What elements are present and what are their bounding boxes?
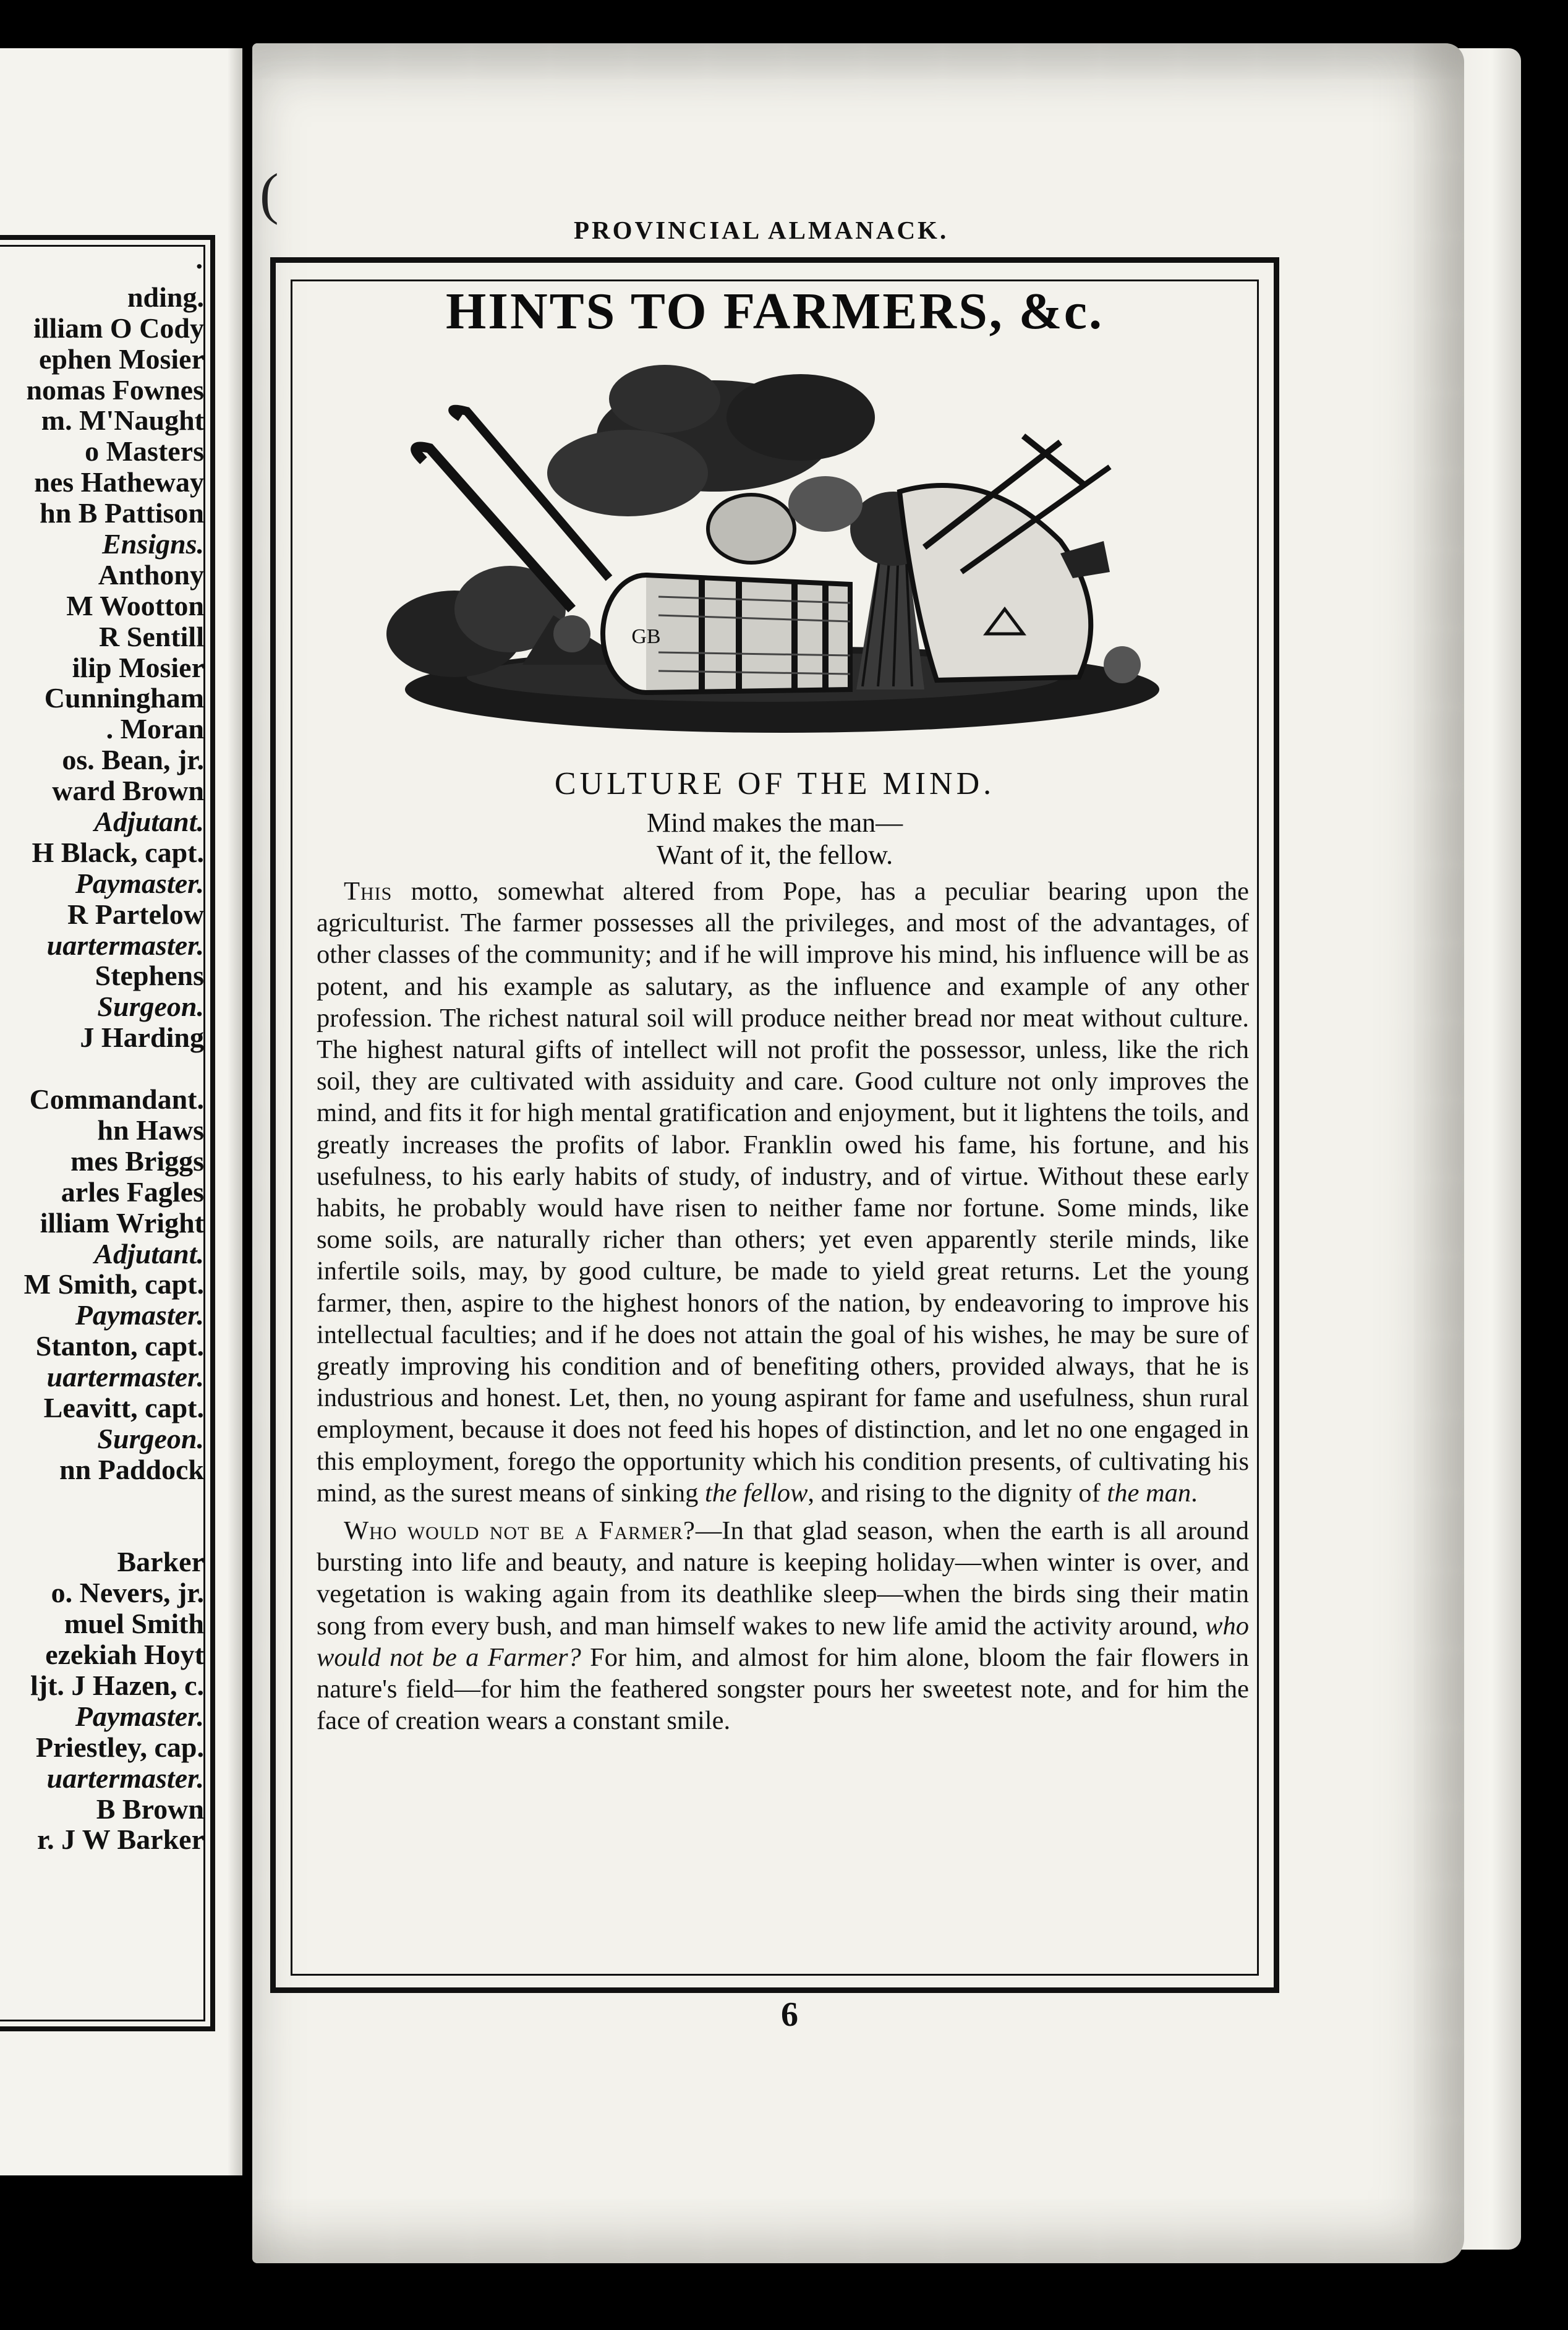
roster-line: arles Fagles xyxy=(61,1176,204,1208)
roster-line: ljt. J Hazen, c. xyxy=(30,1669,204,1701)
article-title: HINTS TO FARMERS, &c. xyxy=(445,283,1104,340)
roster-line: hn Haws xyxy=(97,1114,204,1146)
farm-produce-woodcut xyxy=(368,343,1196,764)
roster-line: Adjutant. xyxy=(94,806,204,838)
roster-line: Paymaster. xyxy=(75,1299,204,1331)
roster-line: nding. xyxy=(127,281,204,313)
motto-line: Want of it, the fellow. xyxy=(656,840,893,870)
page-number: 6 xyxy=(781,1995,798,2034)
roster-line: illiam Wright xyxy=(40,1206,204,1239)
roster-line: Priestley, cap. xyxy=(35,1731,204,1763)
roster-line: m. M'Naught xyxy=(41,404,204,437)
roster-line xyxy=(0,1485,204,1516)
paragraph-who-would-not-be-a-farmer: Who would not be a Farmer?—In that glad season, when the earth is all around bursting into life and beauty, and nature is keeping holiday—when winter is over, and vegetation is waking again from its deathlike sleep—when the birds sing their matin song from every bush, and man himself wakes to new life amid the activity around, who would not be a Farmer? For him, and almost for him alone, bloom the fair flowers in nature's field—for him the feathered songster pours her sweetest note, and for him the face of creation wears a constant smile. xyxy=(317,1516,1249,1736)
roster-line: ezekiah Hoyt xyxy=(45,1639,204,1671)
roster-line: Commandant. xyxy=(29,1083,204,1116)
roster-line: Surgeon. xyxy=(97,991,204,1023)
roster-line: os. Bean, jr. xyxy=(62,744,204,776)
paragraph-lead: Who would not be a Farmer? xyxy=(344,1516,696,1546)
roster-line: ward Brown xyxy=(52,775,204,807)
roster-line xyxy=(0,1053,204,1084)
roster-line: J Harding xyxy=(80,1022,204,1054)
roster-line: R Sentill xyxy=(99,620,204,652)
roster-line: Anthony xyxy=(98,558,204,591)
roster-line: R Partelow xyxy=(67,898,204,930)
roster-line: ilip Mosier xyxy=(72,651,204,683)
roster-line: o Masters xyxy=(85,435,204,467)
roster-line: ephen Mosier xyxy=(38,343,204,375)
article-body xyxy=(317,876,1249,1736)
page-margin-mark: ( xyxy=(260,162,279,225)
paragraph-culture-of-mind: This motto, somewhat altered from Pope, has a peculiar bearing upon the agriculturist. The farmer possesses all the privileges, and most of the advantages, of other classes of the community; and if he will improve his mind, his influence will be as potent, and his example as salutary, as the influence and example of any other profession. The richest natural soil will produce neither bread nor meat without culture. The highest natural gifts of intellect will not profit the possessor, unless, like the rich soil, they are cultivated with assiduity and care. Good culture not only improves the mind, and fits it for high mental gratification and enjoyment, but it lightens the toils, and greatly increases the profits of labor. Franklin owed his fame, his fortune, and his usefulness, to his early habits of study, of industry, and of virtue. Without these early habits, he probably would have risen to neither fame nor fortune. Some minds, like some soils, are naturally richer than others; yet even apparently sterile minds, like infertile soils, may, by good culture, be made to yield great returns. Let the young farmer, then, aspire to the highest honors of the nation, by endeavoring to improve his intellectual faculties; and if he does not attain the goal of his wishes, he may be sure of greatly improving his condition and of benefiting others, provided always, that he is industrious and honest. Let, then, no young aspirant for fame and usefulness, shun rural employment, because it does not feed his hopes of distinction, and let no one engaged in this employment, forego the opportunity which his condition presents, of cultivating his mind, as the surest means of sinking the fellow, and rising to the dignity of the man. xyxy=(317,877,1249,1508)
motto xyxy=(291,807,1259,871)
section-heading: CULTURE OF THE MIND. xyxy=(554,766,995,801)
roster-line: Stephens xyxy=(95,960,204,992)
roster-line xyxy=(0,1516,204,1547)
roster-line: o. Nevers, jr. xyxy=(51,1577,204,1609)
roster-line: uartermaster. xyxy=(46,929,204,961)
roster-line: Ensigns. xyxy=(102,528,204,560)
roster-line: · xyxy=(194,250,204,282)
roster-line: nes Hatheway xyxy=(34,466,204,498)
paragraph-lead: This xyxy=(344,877,393,906)
roster-line: Paymaster. xyxy=(75,1700,204,1732)
roster-line: H Black, capt. xyxy=(32,836,204,868)
roster-line: Cunningham xyxy=(44,682,204,714)
roster-line: nn Paddock xyxy=(59,1453,204,1485)
militia-roster xyxy=(0,251,204,1855)
roster-line: nomas Fownes xyxy=(26,373,204,406)
roster-line: Paymaster. xyxy=(75,867,204,899)
roster-line: mes Briggs xyxy=(70,1145,204,1177)
roster-line: Leavitt, capt. xyxy=(43,1391,204,1423)
roster-line: B Brown xyxy=(96,1793,204,1825)
roster-line: uartermaster. xyxy=(46,1762,204,1794)
running-head: PROVINCIAL ALMANACK. xyxy=(574,216,949,244)
roster-line: . Moran xyxy=(106,713,204,745)
motto-line: Mind makes the man— xyxy=(646,808,903,838)
roster-line: Surgeon. xyxy=(97,1422,204,1454)
svg-text:GB: GB xyxy=(631,625,661,648)
facing-page-left xyxy=(0,48,242,2175)
roster-line: Barker xyxy=(117,1546,204,1578)
roster-line: r. J W Barker xyxy=(36,1824,204,1856)
roster-line: Adjutant. xyxy=(94,1237,204,1270)
roster-line: hn B Pattison xyxy=(40,497,204,529)
roster-line: M Wootton xyxy=(66,589,204,621)
roster-line: uartermaster. xyxy=(46,1361,204,1393)
roster-line: M Smith, capt. xyxy=(23,1268,204,1300)
roster-line: illiam O Cody xyxy=(33,312,204,344)
roster-line: muel Smith xyxy=(64,1608,204,1640)
roster-line: Stanton, capt. xyxy=(35,1330,204,1362)
